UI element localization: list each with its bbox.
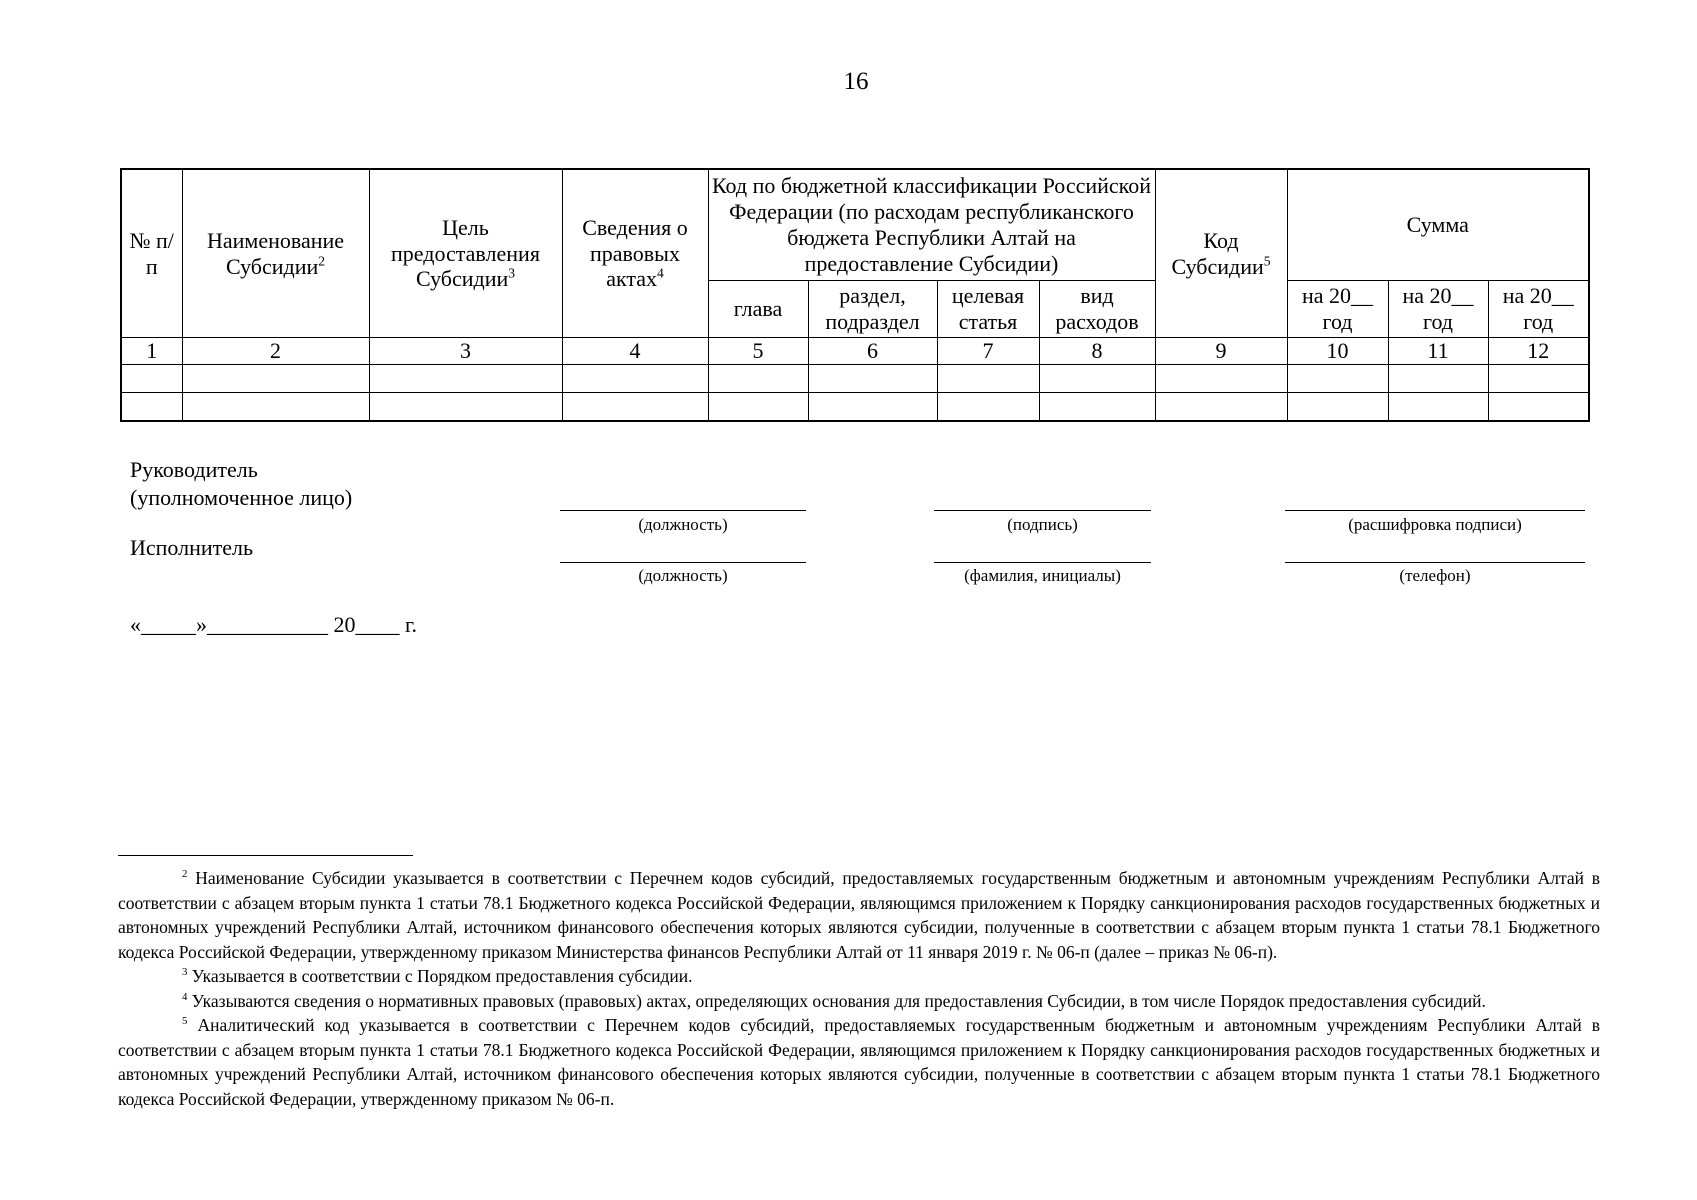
footnote-separator xyxy=(118,855,413,856)
footnote-2: $^2$ Наименование Субсидии указывается в соответствии с Перечнем кодов субсидий, предоставляемых государственным бюджетным и автономным учреждениям Республики Алтай в соответствии с абзацем вторым пункта 1 статьи 78.1 Бюджетного кодекса Российской Федерации, являющимся приложением к Порядку санкционирования расходов государственных бюджетных и автономных учреждений Республики Алтай, источником финансового обеспечения которых являются субсидии, полученные в соответствии с абзацем вторым пункта 1 статьи 78.1 Бюджетного кодекса Российской Федерации, утвержденному приказом Министерства финансов Республики Алтай от 11 января 2019 г. № 06-п (далее – приказ № 06-п). xyxy=(118,868,1600,962)
col-number: 2 xyxy=(182,338,369,365)
header-code: Код Субсидии$^5$ xyxy=(1155,169,1287,338)
header-name: Наименование Субсидии$^2$ xyxy=(182,169,369,338)
head-label: Руководитель (уполномоченное лицо) xyxy=(130,457,353,510)
col-number: 5 xyxy=(708,338,808,365)
head-decoding-line xyxy=(1285,510,1585,511)
col-number: 7 xyxy=(937,338,1039,365)
col-number: 6 xyxy=(808,338,937,365)
head-position-line xyxy=(560,510,806,511)
head-signature-line xyxy=(934,510,1151,511)
col-number: 11 xyxy=(1388,338,1488,365)
page-number: 16 xyxy=(843,68,869,95)
subsidy-table xyxy=(120,168,1590,422)
footnotes xyxy=(118,866,1600,1111)
caption-position: (должность) xyxy=(638,515,728,534)
header-glava: глава xyxy=(708,281,808,338)
header-sum: Сумма xyxy=(1287,169,1589,281)
header-year-3: на 20__ год xyxy=(1488,281,1589,338)
col-number: 4 xyxy=(562,338,708,365)
caption-signature: (подпись) xyxy=(1007,515,1078,534)
footnote-3: $^3$ Указывается в соответствии с Порядком предоставления субсидии. xyxy=(182,966,693,986)
header-purpose: Цель предоставления Субсидии$^3$ xyxy=(369,169,562,338)
footnote-4: $^4$ Указываются сведения о нормативных правовых (правовых) актах, определяющих основания для предоставления Субсидии, в том числе Порядок предоставления субсидий. xyxy=(182,990,1486,1011)
col-number: 3 xyxy=(369,338,562,365)
col-number: 1 xyxy=(121,338,182,365)
executor-label: Исполнитель xyxy=(130,535,254,560)
caption-executor-name: (фамилия, инициалы) xyxy=(964,566,1121,585)
date-line: «_____»___________ 20____ г. xyxy=(130,612,418,637)
header-target: целевая статья xyxy=(937,281,1039,338)
header-expense-type: вид расходов xyxy=(1039,281,1155,338)
header-budget-code: Код по бюджетной классификации Российской Федерации (по расходам республиканского бюджета Республики Алтай на предоставление Субсидии) xyxy=(708,169,1155,281)
footnote-5: $^5$ Аналитический код указывается в соответствии с Перечнем кодов субсидий, предоставляемых государственным бюджетным и автономным учреждениям Республики Алтай в соответствии с абзацем вторым пункта 1 статьи 78.1 Бюджетного кодекса Российской Федерации, являющимся приложением к Порядку санкционирования расходов государственных бюджетных и автономных учреждений Республики Алтай, источником финансового обеспечения которых являются субсидии, полученные в соответствии с абзацем вторым пункта 1 статьи 78.1 Бюджетного кодекса Российской Федерации, утвержденному приказом № 06-п. xyxy=(118,1015,1601,1109)
header-razdel: раздел, подраздел xyxy=(808,281,937,338)
caption-executor-phone: (телефон) xyxy=(1399,566,1471,585)
executor-name-line xyxy=(934,562,1151,563)
header-year-1: на 20__ год xyxy=(1287,281,1388,338)
caption-executor-position: (должность) xyxy=(638,566,728,585)
executor-phone-line xyxy=(1285,562,1585,563)
column-number-row xyxy=(121,338,1589,365)
col-number: 8 xyxy=(1039,338,1155,365)
header-acts: Сведения о правовых актах$^4$ xyxy=(562,169,708,338)
table-row xyxy=(121,393,1589,422)
executor-position-line xyxy=(560,562,806,563)
header-year-2: на 20__ год xyxy=(1388,281,1488,338)
col-number: 9 xyxy=(1155,338,1287,365)
caption-decoding: (расшифровка подписи) xyxy=(1348,515,1522,534)
col-number: 10 xyxy=(1287,338,1388,365)
header-num: № п/п xyxy=(121,169,182,338)
table-row xyxy=(121,365,1589,393)
col-number: 12 xyxy=(1488,338,1589,365)
